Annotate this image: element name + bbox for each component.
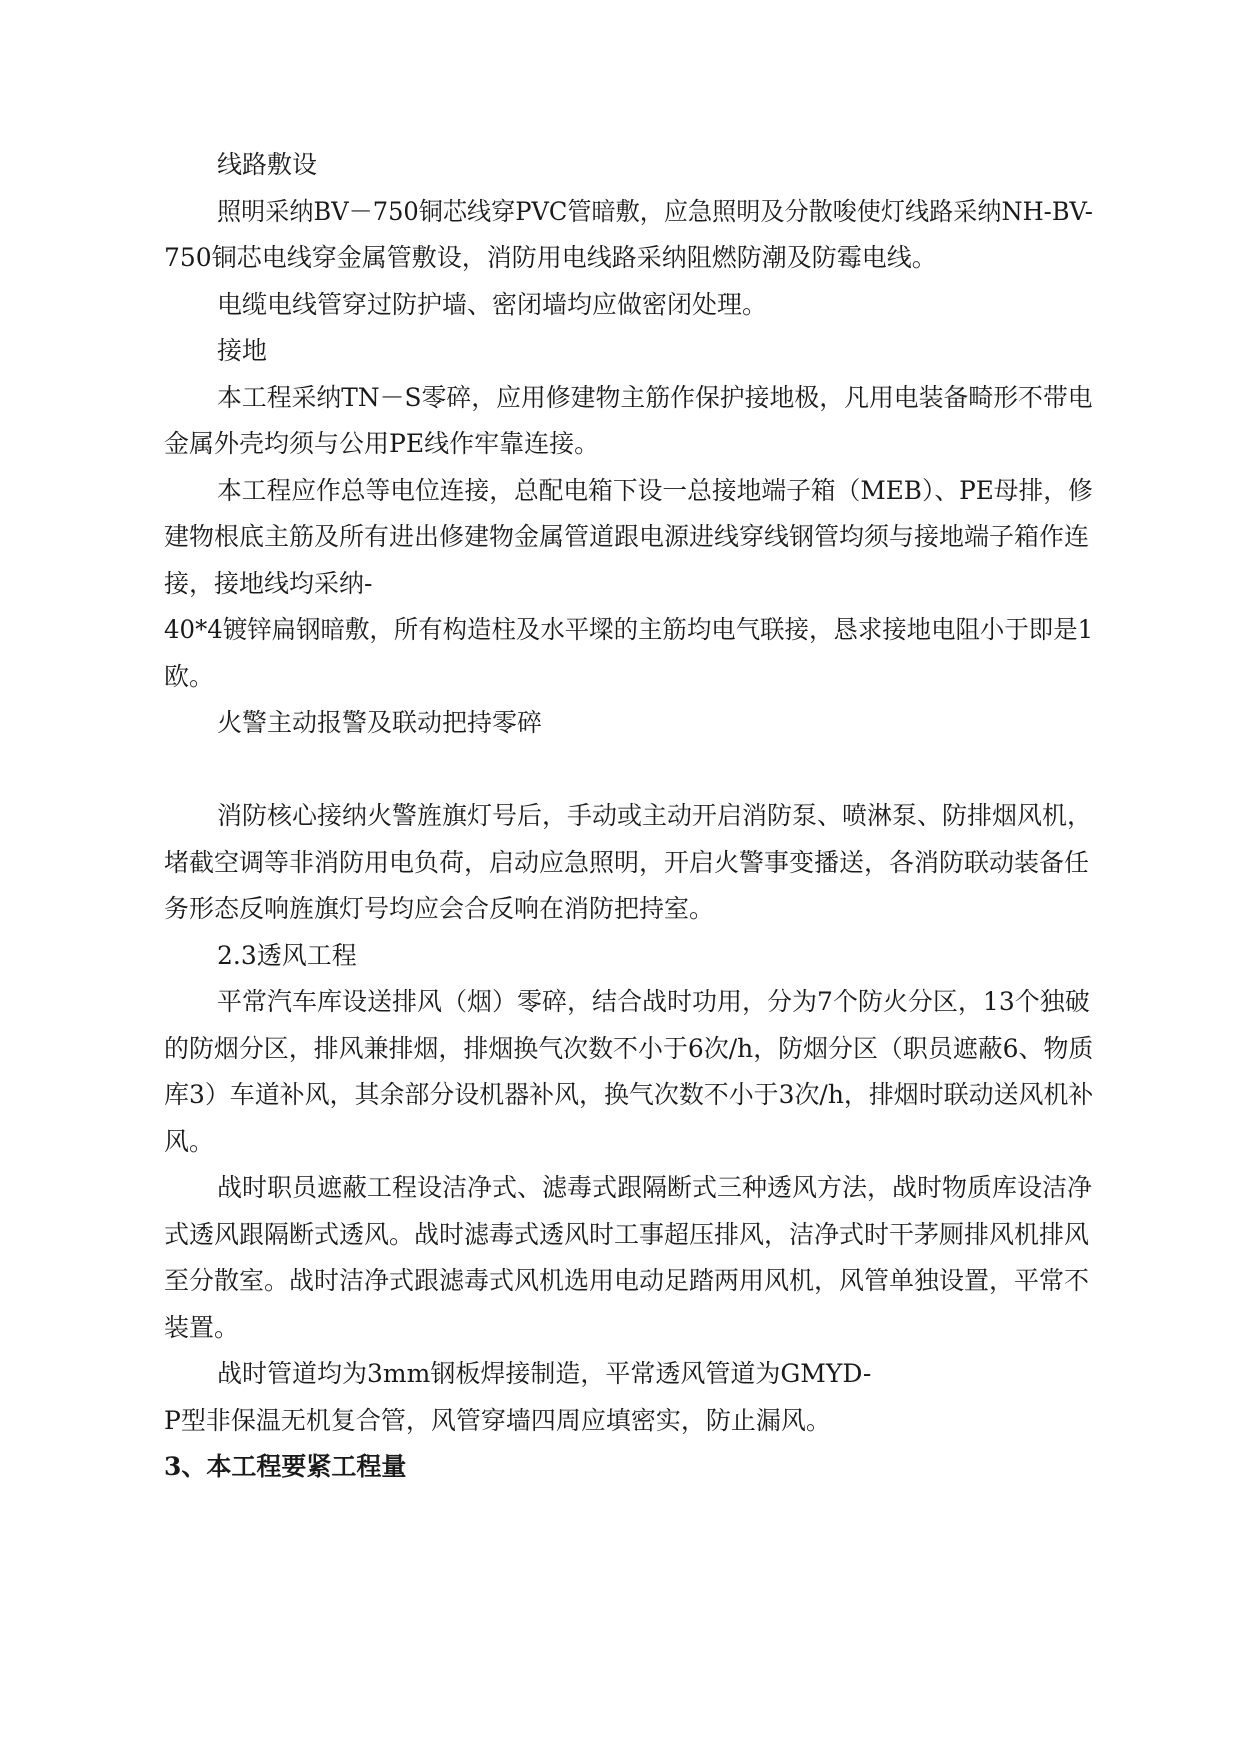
document-page: 线路敷设 照明采纳BV－750铜芯线穿PVC管暗敷，应急照明及分散唆使灯线路采纳NH-BV- 750铜芯电线穿金属管敷设，消防用电线路采纳阻燃防潮及防霉电线。 电缆电线管穿过防护墙、密闭墙均应做密闭处理。 接地 本工程采纳TN－S零碎，应用修建物主筋作保护接地极，凡用电装备畸形不带电 金属外壳均须与公用PE线作牢靠连接。 本工程应作总等电位连接，总配电箱下设一总接地端子箱（MEB）、PE母排，修 建物根底主筋及所有进出修建物金属管道跟电源进线穿线钢管均须与接地端子箱作连 接，接地线均采纳- 40*4镀锌扁钢暗敷，所有构造柱及水平墚的主筋均电气联接，恳求接地电阻小于即是1 欧。 火警主动报警及联动把持零碎 消防核心接纳火警旌旗灯号后，手动或主动开启消防泵、喷淋泵、防排烟风机， 堵截空调等非消防用电负荷，启动应急照明，开启火警事变播送，各消防联动装备任 务形态反响旌旗灯号均应会合反响在消防把持室。 2.3透风工程 平常汽车库设送排风（烟）零碎，结合战时功用，分为7个防火分区，13个独破 的防烟分区，排风兼排烟，排烟换气次数不小于6次/h，防烟分区（职员遮蔽6、物质 库3）车道补风，其余部分设机器补风，换气次数不小于3次/h，排烟时联动送风机补 风。 战时职员遮蔽工程设洁净式、滤毒式跟隔断式三种透风方法，战时物质库设洁净 式透风跟隔断式透风。战时滤毒式透风时工事超压排风，洁净式时干茅厕排风机排风 至分散室。战时洁净式跟滤毒式风机选用电动足踏两用风机，风管单独设置，平常不 装置。 战时管道均为3mm钢板焊接制造，平常透风管道为GMYD- P型非保温无机复合管，风管穿墙四周应填密实，防止漏风。 3、本工程要紧工程量 [164, 150, 1094, 1481]
